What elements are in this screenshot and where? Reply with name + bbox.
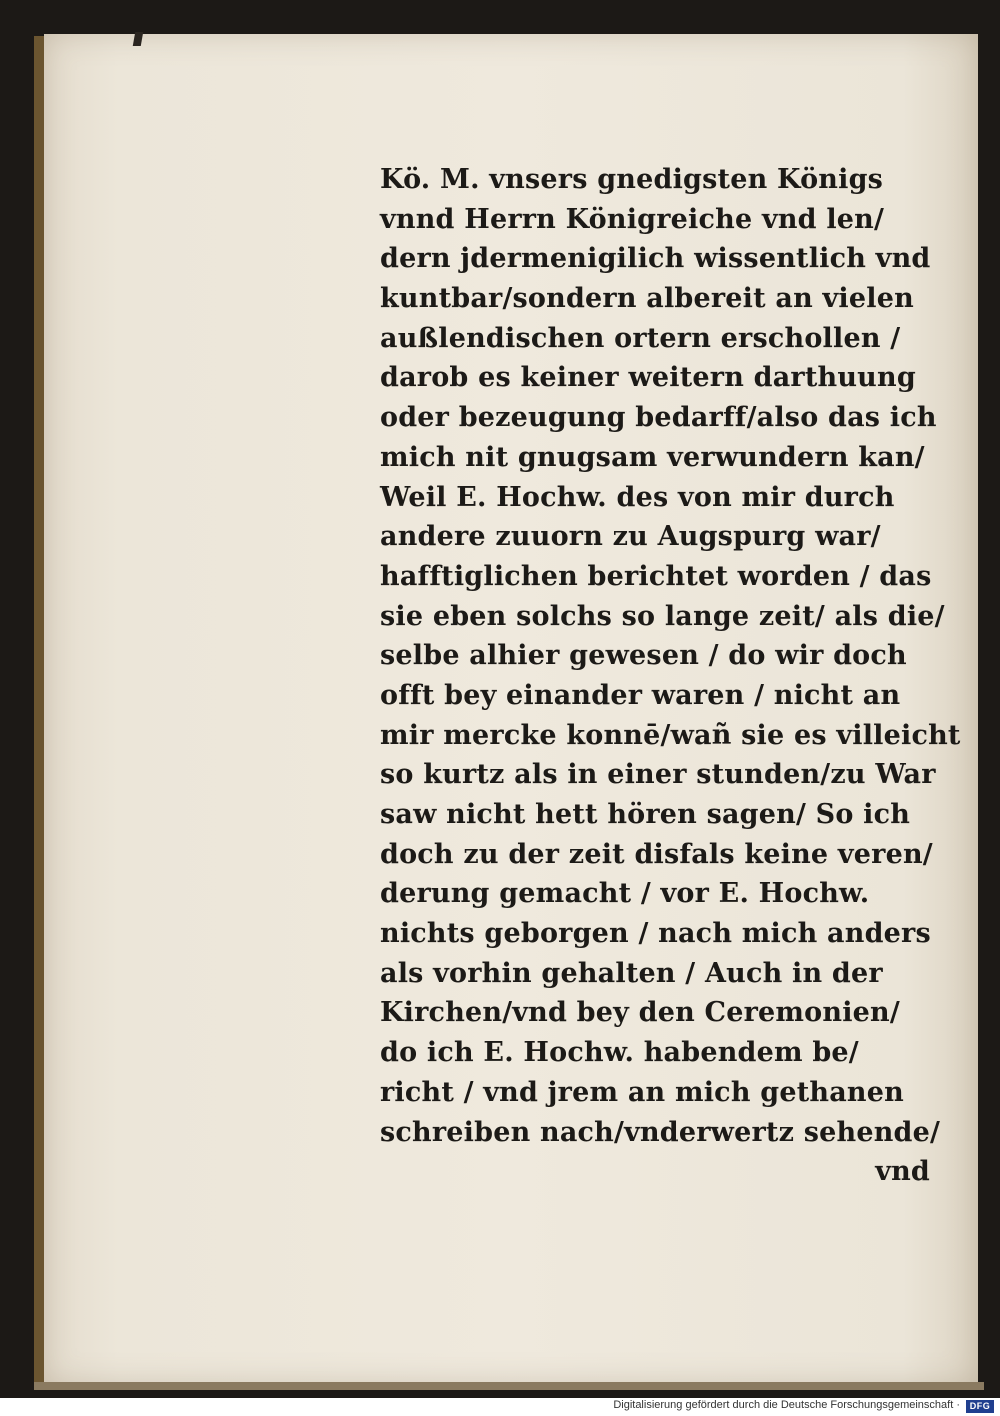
text-line-4: kuntbar/sondern albereit an vielen: [380, 283, 914, 315]
text-line-21: als vorhin gehalten / Auch in der: [380, 957, 883, 989]
text-line-17: saw nicht hett hören sagen/ So ich: [380, 799, 911, 830]
text-line-7: oder bezeugung bedarff/also das ich: [380, 402, 937, 434]
funding-credit: Digitalisierung gefördert durch die Deutsche Forschungsgemeinschaft ·: [613, 1399, 960, 1411]
text-line-23: do ich E. Hochw. habendem be/: [380, 1037, 859, 1069]
text-line-8: mich nit gnugsam verwundern kan/: [380, 441, 925, 473]
dfg-logo: DFG: [966, 1400, 994, 1413]
blackletter-text-block: [380, 160, 960, 1192]
text-line-24: richt / vnd jrem an mich gethanen: [380, 1076, 904, 1108]
text-line-1: Kö. M. vnsers gnedigsten Königs: [380, 164, 884, 195]
text-line-25: schreiben nach/vnderwertz sehende/: [380, 1116, 941, 1148]
text-line-10: andere zuuorn zu Augspurg war/: [380, 521, 881, 553]
text-line-11: hafftiglichen berichtet worden / das: [380, 560, 932, 592]
page-bottom-edge: [34, 1382, 984, 1390]
text-line-13: selbe alhier gewesen / do wir doch: [380, 640, 907, 672]
catchword: vnd: [875, 1156, 930, 1188]
text-line-20: nichts geborgen / nach mich anders: [380, 918, 931, 950]
text-line-3: dern jdermenigilich wissentlich vnd: [380, 243, 931, 275]
text-line-19: derung gemacht / vor E. Hochw.: [380, 878, 870, 910]
text-line-16: so kurtz als in einer stunden/zu War: [380, 759, 936, 791]
text-line-5: außlendischen ortern erschollen /: [380, 322, 901, 354]
text-line-15: mir mercke konnē/wañ sie es villeicht: [380, 719, 961, 751]
text-line-9: Weil E. Hochw. des von mir durch: [380, 481, 895, 513]
text-line-6: darob es keiner weitern darthuung: [380, 362, 916, 394]
text-line-18: doch zu der zeit disfals keine veren/: [380, 838, 933, 870]
text-line-2: vnnd Herrn Königreiche vnd len/: [380, 203, 885, 235]
text-line-14: offt bey einander waren / nicht an: [380, 679, 901, 711]
text-line-12: sie eben solchs so lange zeit/ als die/: [380, 600, 945, 632]
text-line-22: Kirchen/vnd bey den Ceremonien/: [380, 997, 900, 1029]
footer-bar: [0, 1398, 1000, 1416]
